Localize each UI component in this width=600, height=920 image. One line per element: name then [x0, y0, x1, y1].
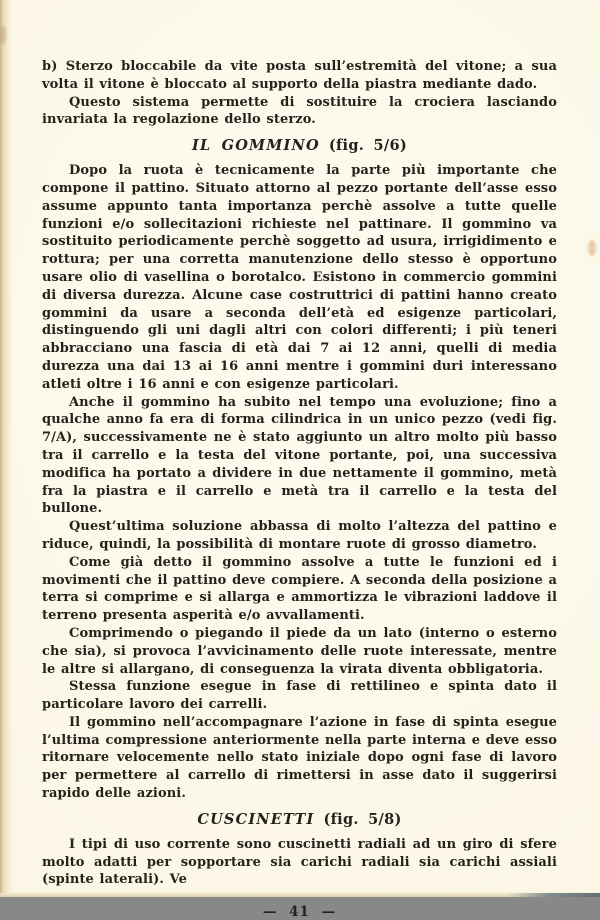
- paragraph: Comprimendo o piegando il piede da un lato (interno o esterno che sia), si provoca l’avvicinamento delle ruote interessate, mentre le altre si allargano, di conseguenza la virata diventa obbligatoria.: [42, 625, 557, 677]
- figure-reference: (fig. 5/6): [328, 137, 407, 155]
- paragraph: b) Sterzo bloccabile da vite posta sull’estremità del vitone; a sua volta il vitone è bloccato al supporto della piastra mediante dado.: [42, 59, 557, 92]
- paragraph: Come già detto il gommino assolve a tutte le funzioni ed i movimenti che il pattino deve compiere. A seconda della posizione a terra si comprime e si allarga e ammortizza le vibrazioni laddove il terreno presenta asperità e/o avvallamenti.: [42, 554, 557, 624]
- section-heading: [42, 137, 557, 155]
- page-number: — 41 —: [262, 904, 337, 920]
- scan-smudge-top-left: [0, 26, 6, 44]
- paragraph: Stessa funzione esegue in fase di rettilineo e spinta dato il particolare lavoro dei carrelli.: [42, 679, 557, 713]
- section-heading: [42, 811, 557, 829]
- paragraph: Anche il gommino ha subito nel tempo una evoluzione; fino a qualche anno fa era di forma cilindrica in un unico pezzo (vedi fig. 7/A), successivamente ne è stato aggiunto un altro molto più basso tra il carrello e la testa del vitone portante, poi, una successiva modifica ha portato a dividere in due nettamente il gommino, metà fra la piastra e il carrello e metà tra il carrello e la testa del bullone.: [42, 394, 557, 517]
- page-left-edge-line: [0, 0, 2, 897]
- text-column: [42, 58, 557, 920]
- bottom-right-corner-shadow: [508, 893, 600, 897]
- figure-reference: (fig. 5/8): [323, 810, 402, 828]
- paragraph: Dopo la ruota è tecnicamente la parte più importante che compone il pattino. Situato attorno al pezzo portante dell’asse esso assume appunto tanta importanza perchè assolve a tutte quelle funzioni e/o sollecitazioni richieste nel pattinare. Il gommino va sostituito periodicamente perchè soggetto ad usura, irrigidimento e rottura; per una corretta manutenzione dello stesso è opportuno usare olio di vasellina o borotalco. Esistono in commercio gommini di diversa durezza. Alcune case costruttrici di pattini hanno creato gommini da usare a seconda dell’età ed esigenze particolari, distinguendo gli uni dagli altri con colori differenti; i più teneri abbracciano una fascia di età dai 7 ai 12 anni, quelli di media durezza una dai 13 ai 16 anni mentre i gommini duri interessano atleti oltre i 16 anni e con esigenze particolari.: [42, 163, 557, 392]
- paragraph: Questo sistema permette di sostituire la crociera lasciando invariata la regolazione dello sterzo.: [42, 94, 557, 128]
- section-title: CUSCINETTI: [197, 810, 315, 828]
- paragraph: Il gommino nell’accompagnare l’azione in fase di spinta esegue l’ultima compressione anteriormente nella parte interna e deve esso ritornare velocemente nello stato iniziale dopo ogni fase di lavoro per permettere al carrello di rimettersi in asse dato il suggerirsi rapido delle azioni.: [42, 714, 557, 802]
- paragraph: I tipi di uso corrente sono cuscinetti radiali ad un giro di sfere molto adatti per sopportare sia carichi radiali sia carichi assiali (spinte laterali). Ve: [42, 836, 557, 888]
- text-blocks: [42, 58, 557, 889]
- section-title: IL GOMMINO: [192, 137, 320, 155]
- scan-smudge-right: [588, 240, 596, 256]
- paragraph: Quest’ultima soluzione abbassa di molto l’altezza del pattino e riduce, quindi, la possibilità di montare ruote di grosso diametro.: [42, 519, 557, 552]
